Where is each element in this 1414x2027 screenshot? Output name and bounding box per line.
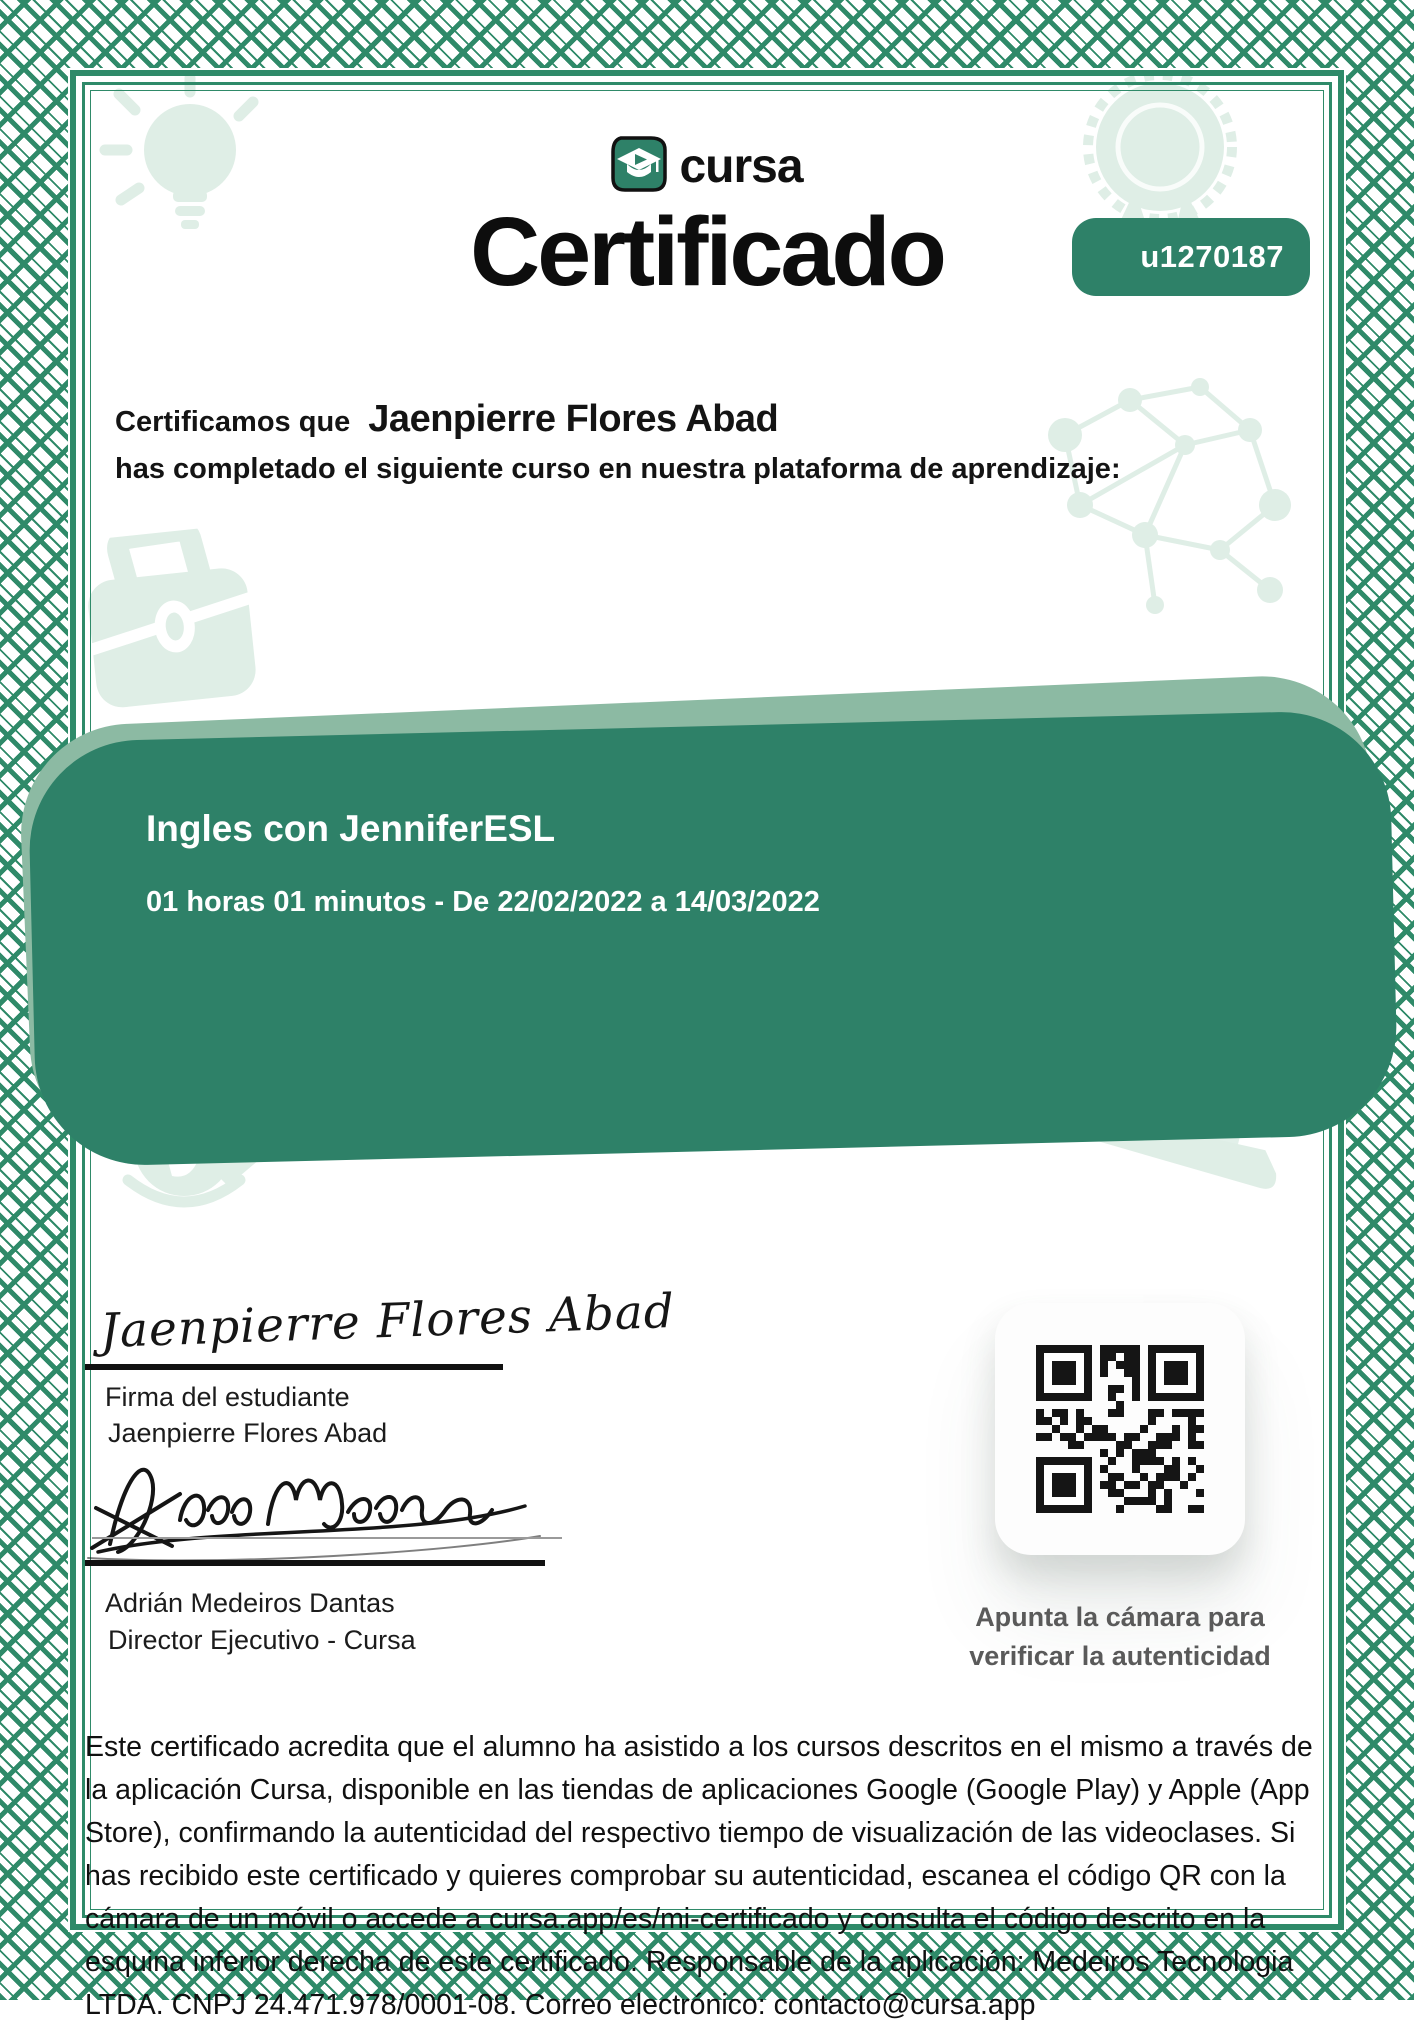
- director-name: Adrián Medeiros Dantas: [105, 1588, 395, 1618]
- certificate-title: Certificado: [470, 197, 944, 306]
- footer-disclaimer: Este certificado acredita que el alumno ha asistido a los cursos descritos en el mismo a través de la aplicación Cursa, disponible en las tiendas de aplicaciones Google (Google Play) y Apple (App Store), confirmando la autenticidad del respectivo tiempo de visualización de las videoclases. Si has recibido este certificado y quieres comprobar su autenticidad, escanea el código QR con la cámara de un móvil o accede a cursa.app/es/mi-certificado y consulta el código descrito en la esquina inferior derecha de este certificado. Responsable de la aplicación: Medeiros Tecnologia LTDA. CNPJ 24.471.978/0001-08. Correo electrónico: contacto@cursa.app: [85, 1731, 1313, 2021]
- student-name: Jaenpierre Flores Abad: [368, 398, 779, 440]
- cursa-logo-icon: [611, 134, 669, 199]
- qr-caption-line2: verificar la autenticidad: [969, 1641, 1271, 1671]
- cursa-logo-text: cursa: [679, 140, 803, 193]
- course-banner: [27, 709, 1399, 1167]
- intro-line2: has completado el siguiente curso en nuestra plataforma de aprendizaje:: [115, 453, 1121, 485]
- student-signature-label: Firma del estudiante: [105, 1382, 350, 1412]
- certificate-id: u1270187: [1140, 239, 1284, 274]
- student-signature-line: [85, 1364, 503, 1370]
- qr-caption: [930, 1598, 1310, 1676]
- director-signature-thin-line: [92, 1537, 562, 1539]
- qr-code: [1036, 1345, 1204, 1513]
- director-signature-line: [85, 1560, 545, 1566]
- student-signature-name: Jaenpierre Flores Abad: [108, 1418, 388, 1448]
- cursa-logo: [0, 134, 1414, 199]
- director-signature-stroke: [80, 1448, 560, 1568]
- certify-prefix: Certificamos que: [115, 406, 351, 438]
- course-name: Ingles con JenniferESL: [146, 808, 556, 849]
- student-signature-script: Jaenpierre Flores Abad: [99, 1283, 676, 1360]
- certificate-id-badge: [1072, 218, 1310, 296]
- director-role: Director Ejecutivo - Cursa: [108, 1625, 416, 1655]
- qr-caption-line1: Apunta la cámara para: [975, 1602, 1265, 1632]
- briefcase-watermark-icon: [73, 523, 265, 715]
- intro-block: [115, 398, 1295, 486]
- course-details: 01 horas 01 minutos - De 22/02/2022 a 14/03/2022: [146, 886, 820, 918]
- qr-card: [995, 1303, 1245, 1555]
